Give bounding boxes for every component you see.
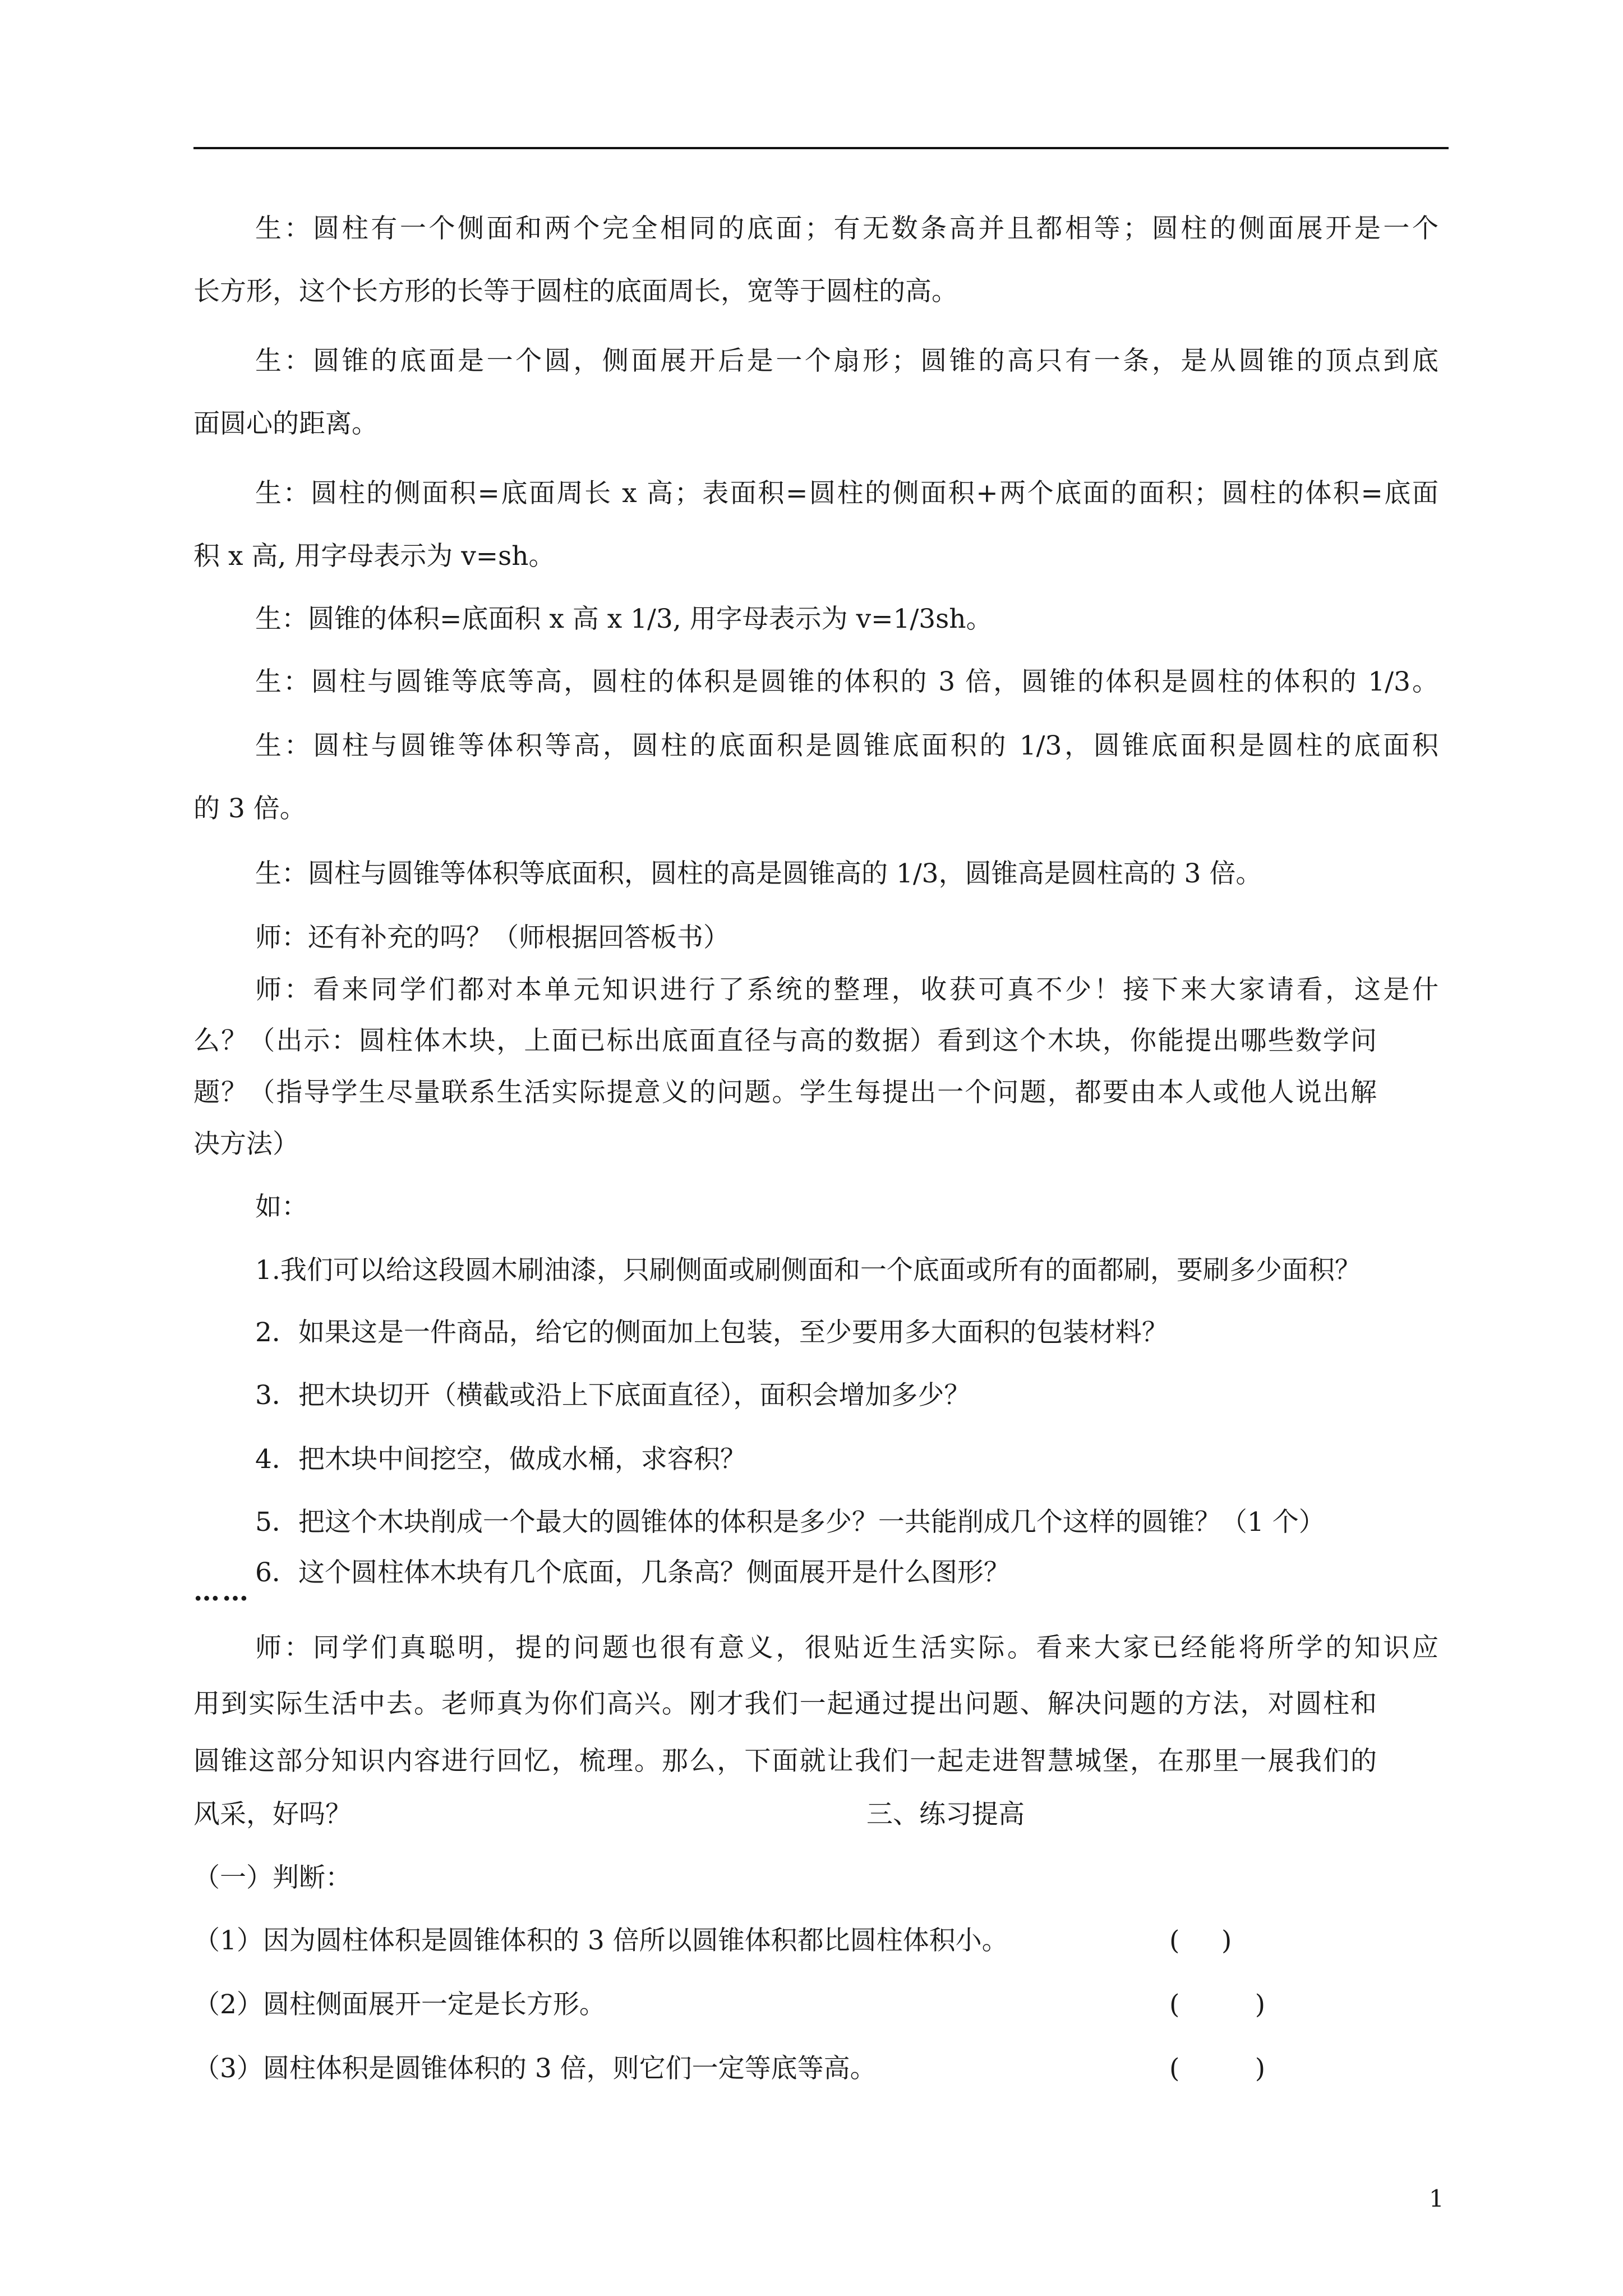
- section-title: 三、练习提高: [866, 1799, 1025, 1830]
- ellipsis: ……: [193, 1576, 251, 1607]
- list-item: 3．把木块切开（横截或沿上下底面直径），面积会增加多少？: [255, 1380, 971, 1411]
- paragraph-text: 积 x 高, 用字母表示为 v=sh。: [193, 541, 555, 572]
- list-item: 6．这个圆柱体木块有几个底面，几条高？侧面展开是什么图形？: [255, 1557, 1010, 1588]
- list-item: 2．如果这是一件商品，给它的侧面加上包装，至少要用多大面积的包装材料？: [255, 1317, 1168, 1348]
- paragraph-text: 题？（指导学生尽量联系生活实际提意义的问题。学生每提出一个问题，都要由本人或他人说出解: [193, 1077, 1377, 1108]
- paragraph-text: 风采，好吗？: [193, 1799, 352, 1830]
- judgment-heading: （一）判断：: [193, 1862, 352, 1893]
- answer-blank: ( ): [1169, 2053, 1266, 2084]
- paragraph-text: 如：: [255, 1191, 308, 1222]
- paragraph-text: 师：还有补充的吗？（师根据回答板书）: [255, 922, 730, 953]
- paragraph-text: 用到实际生活中去。老师真为你们高兴。刚才我们一起通过提出问题、解决问题的方法，对圆柱和: [193, 1688, 1377, 1719]
- paragraph-text: 师：同学们真聪明，提的问题也很有意义，很贴近生活实际。看来大家已经能将所学的知识应: [255, 1632, 1438, 1663]
- paragraph-text: 生：圆柱与圆锥等底等高，圆柱的体积是圆锥的体积的 3 倍，圆锥的体积是圆柱的体积的 1/3。: [255, 666, 1438, 697]
- paragraph-text: 决方法）: [193, 1129, 299, 1159]
- list-item: 1.我们可以给这段圆木刷油漆，只刷侧面或刷侧面和一个底面或所有的面都刷，要刷多少面积？: [255, 1255, 1361, 1286]
- paragraph-text: 生：圆锥的底面是一个圆，侧面展开后是一个扇形；圆锥的高只有一条，是从圆锥的顶点到底: [255, 346, 1438, 376]
- paragraph-text: 生：圆锥的体积=底面积 x 高 x 1/3, 用字母表示为 v=1/3sh。: [255, 604, 993, 634]
- paragraph-text: 生：圆柱有一个侧面和两个完全相同的底面；有无数条高并且都相等；圆柱的侧面展开是一个: [255, 213, 1438, 244]
- judgment-item: （1）因为圆柱体积是圆锥体积的 3 倍所以圆锥体积都比圆柱体积小。: [193, 1925, 1008, 1956]
- paragraph-text: 生：圆柱与圆锥等体积等底面积，圆柱的高是圆锥高的 1/3，圆锥高是圆柱高的 3 倍。: [255, 858, 1262, 889]
- answer-blank: ( ): [1169, 1989, 1266, 2020]
- paragraph-text: 生：圆柱的侧面积=底面周长 x 高；表面积=圆柱的侧面积+两个底面的面积；圆柱的体积=底面: [255, 478, 1438, 509]
- header-rule: [193, 147, 1449, 149]
- judgment-item: （2）圆柱侧面展开一定是长方形。: [193, 1989, 606, 2020]
- paragraph-text: 长方形，这个长方形的长等于圆柱的底面周长，宽等于圆柱的高。: [193, 276, 958, 307]
- list-item: 4．把木块中间挖空，做成水桶，求容积？: [255, 1444, 746, 1475]
- paragraph-text: 么？（出示：圆柱体木块，上面已标出底面直径与高的数据）看到这个木块，你能提出哪些数学问: [193, 1025, 1377, 1056]
- page-number: 1: [1429, 2185, 1444, 2212]
- paragraph-text: 面圆心的距离。: [193, 408, 378, 439]
- answer-blank: ( ): [1169, 1925, 1232, 1956]
- paragraph-text: 生：圆柱与圆锥等体积等高，圆柱的底面积是圆锥底面积的 1/3，圆锥底面积是圆柱的底面积: [255, 730, 1438, 761]
- list-item: 5．把这个木块削成一个最大的圆锥体的体积是多少？一共能削成几个这样的圆锥？（1 个）: [255, 1507, 1325, 1538]
- paragraph-text: 师：看来同学们都对本单元知识进行了系统的整理，收获可真不少！接下来大家请看，这是什: [255, 974, 1438, 1005]
- paragraph-text: 圆锥这部分知识内容进行回忆，梳理。那么，下面就让我们一起走进智慧城堡，在那里一展我们的: [193, 1746, 1377, 1777]
- judgment-item: （3）圆柱体积是圆锥体积的 3 倍，则它们一定等底等高。: [193, 2053, 877, 2084]
- paragraph-text: 的 3 倍。: [193, 793, 306, 824]
